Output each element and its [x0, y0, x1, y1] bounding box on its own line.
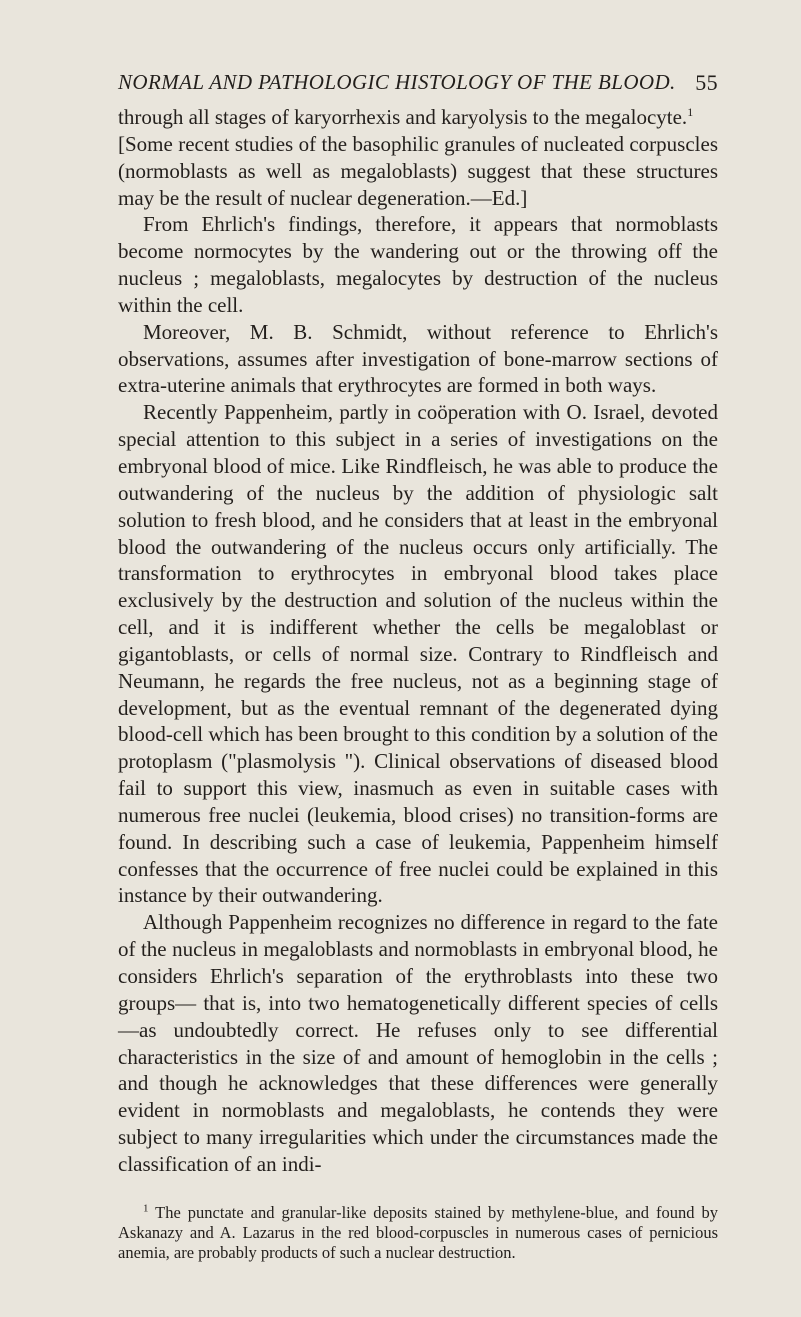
footnote	[118, 1203, 718, 1263]
footnote-text: The punctate and granular-like deposits stained by methylene-blue, and found by Askanazy and A. Lazarus in the red blood-corpuscles in numerous cases of pernicious anemia, are probably products of such a nuclear destruction.	[118, 1203, 718, 1262]
page-number: 55	[695, 70, 718, 95]
paragraph: Moreover, M. B. Schmidt, without reference to Ehrlich's observations, assumes after investigation of bone-marrow sections of extra-uterine animals that erythrocytes are formed in both ways.	[118, 319, 718, 398]
paragraph-text: through all stages of karyorrhexis and karyolysis to the megalocyte.	[118, 105, 688, 129]
paragraph-continuation	[118, 104, 718, 131]
paragraph: Recently Pappenheim, partly in coöperation with O. Israel, devoted special attention to this subject in a series of investigations on the embryonal blood of mice. Like Rindfleisch, he was able to produce the outwandering of the nucleus by the addition of physiologic salt solution to fresh blood, and he considers that at least in the embryonal blood the outwandering of the nucleus occurs only artificially. The transformation to erythrocytes in embryonal blood takes place exclusively by the destruction and solution of the nucleus within the cell, and it is indifferent whether the cells be megaloblast or gigantoblasts, or cells of normal size. Contrary to Rindfleisch and Neumann, he regards the free nucleus, not as a beginning stage of development, but as the eventual remnant of the degenerated dying blood-cell which has been brought to this condition by a solution of the protoplasm ("plasmolysis "). Clinical observations of diseased blood fail to support this view, inasmuch as even in suitable cases with numerous free nuclei (leukemia, blood crises) no transition-forms are found. In describing such a case of leukemia, Pappenheim himself confesses that the occurrence of free nuclei could be explained in this instance by their outwandering.	[118, 400, 718, 908]
footnote-mark: 1	[143, 1202, 149, 1215]
paragraph: Although Pappenheim recognizes no difference in regard to the fate of the nucleus in megaloblasts and normoblasts in embryonal blood, he considers Ehrlich's separation of the erythroblasts into these two groups— that is, into two hematogenetically different species of cells—as undoubtedly correct. He refuses only to see differential characteristics in the size of and amount of hemoglobin in the cells ; and though he acknowledges that these differences were generally evident in normoblasts and megaloblasts, he contends they were subject to many irregularities which under the circumstances made the classification of an indi-	[118, 910, 718, 1176]
running-title: NORMAL AND PATHOLOGIC HISTOLOGY OF THE BLOOD.	[118, 70, 676, 94]
body-text	[118, 104, 718, 1178]
running-head	[118, 70, 718, 96]
editor-note-paragraph: [Some recent studies of the basophilic granules of nucleated corpuscles (normoblasts as well as megaloblasts) suggest that these structures may be the result of nuclear degeneration.—Ed.]	[118, 131, 718, 210]
paragraph: From Ehrlich's findings, therefore, it appears that normoblasts become normocytes by the wandering out or the throwing off the nucleus ; megaloblasts, megalocytes by destruction of the nucleus within the cell.	[118, 212, 718, 317]
footnote-reference: 1	[687, 105, 694, 119]
